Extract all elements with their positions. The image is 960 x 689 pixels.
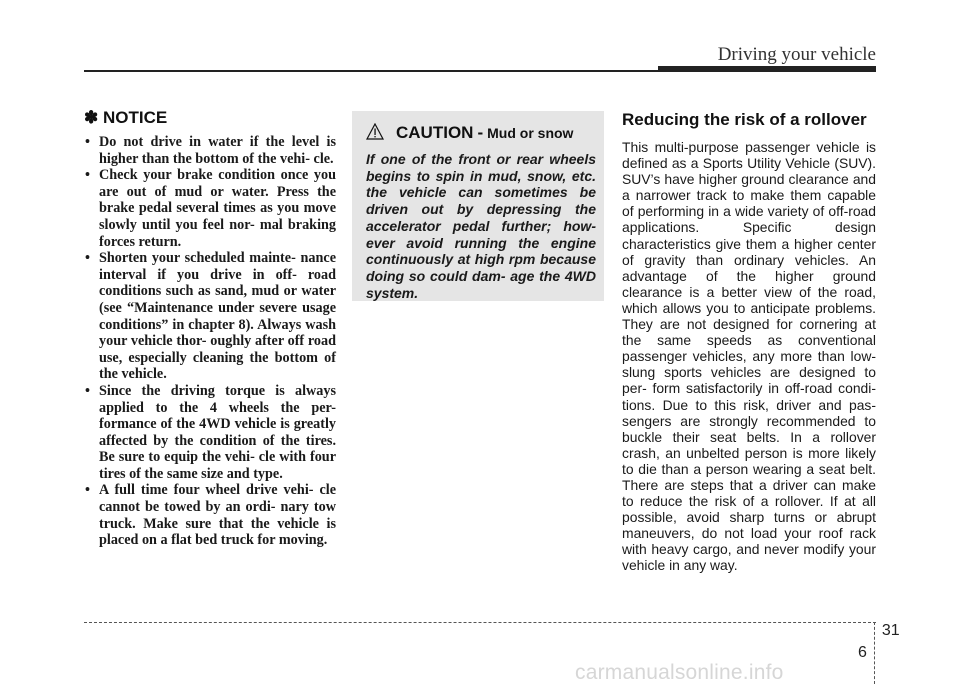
- header-rule-accent: [658, 66, 876, 72]
- notice-item: • Do not drive in water if the level is higher than the bottom of the vehi- cle.: [84, 134, 336, 167]
- caution-subject: Mud or snow: [487, 125, 574, 141]
- page-number: [858, 622, 900, 684]
- caution-box: [352, 111, 604, 301]
- caution-heading: [366, 121, 596, 143]
- page-number-separator: [874, 622, 875, 684]
- notice-item: • A full time four wheel drive vehi- cle cannot be towed by an ordi- nary tow truck. Make sure that the vehicle is placed on a flat bed truck for moving.: [84, 482, 336, 548]
- caution-label: CAUTION: [396, 123, 474, 142]
- footer-rule: [84, 622, 876, 623]
- notice-heading: ✽ NOTICE: [84, 108, 168, 127]
- page-number-value: 31: [881, 622, 900, 639]
- rollover-heading: Reducing the risk of a rollover: [622, 110, 867, 129]
- notice-item: • Shorten your scheduled mainte- nance interval if you drive in off- road conditions such as sand, mud or water (see “Maintenance under severe usage conditions” in chapter 8). Always wash your vehicle thor- oughly after off road use, especially cleaning the bottom of the vehicle.: [84, 250, 336, 383]
- caution-body: If one of the front or rear wheels begins to spin in mud, snow, etc. the vehicle can sometimes be driven out by depressing the accelerator pedal further; how- ever avoid running the engine continuously at high rpm because doing so could dam- age the 4WD system.: [366, 151, 596, 301]
- warning-triangle-icon: [366, 123, 384, 140]
- notice-item: • Since the driving torque is always applied to the 4 wheels the per- formance of the 4WD vehicle is greatly affected by the condition of the tires. Be sure to equip the vehi- cle with four tires of the same size and type.: [84, 383, 336, 483]
- notice-list: [84, 134, 336, 549]
- section-title: Driving your vehicle: [717, 44, 876, 65]
- notice-column: [84, 108, 336, 549]
- caution-dash: -: [477, 123, 484, 142]
- watermark: carmanualsonline.info: [575, 661, 784, 684]
- notice-item: • Check your brake condition once you are out of mud or water. Press the brake pedal several times as you move slowly until you feel nor- mal braking forces return.: [84, 167, 336, 250]
- rollover-column: [622, 110, 876, 574]
- rollover-body: This multi-purpose passenger vehicle is defined as a Sports Utility Vehicle (SUV). SUV’s have higher ground clearance and a narrower track to make them capable of performing in a wide variety of off-road applications. Specific design characteristics give them a higher center of gravity than ordinary vehicles. An advantage of the higher ground clearance is a better view of the road, which allows you to anticipate problems. They are not designed for cornering at the same speeds as conventional passenger vehicles, any more than low-slung sports vehicles are designed to per- form satisfactorily in off-road condi- tions. Due to this risk, driver and pas- sengers are strongly recommended to buckle their seat belts. In a rollover crash, an unbelted person is more likely to die than a person wearing a seat belt. There are steps that a driver can make to reduce the risk of a rollover. If at all possible, avoid sharp turns or abrupt maneuvers, do not load your roof rack with heavy cargo, and never modify your vehicle in any way.: [622, 139, 876, 574]
- chapter-number: 6: [858, 644, 867, 661]
